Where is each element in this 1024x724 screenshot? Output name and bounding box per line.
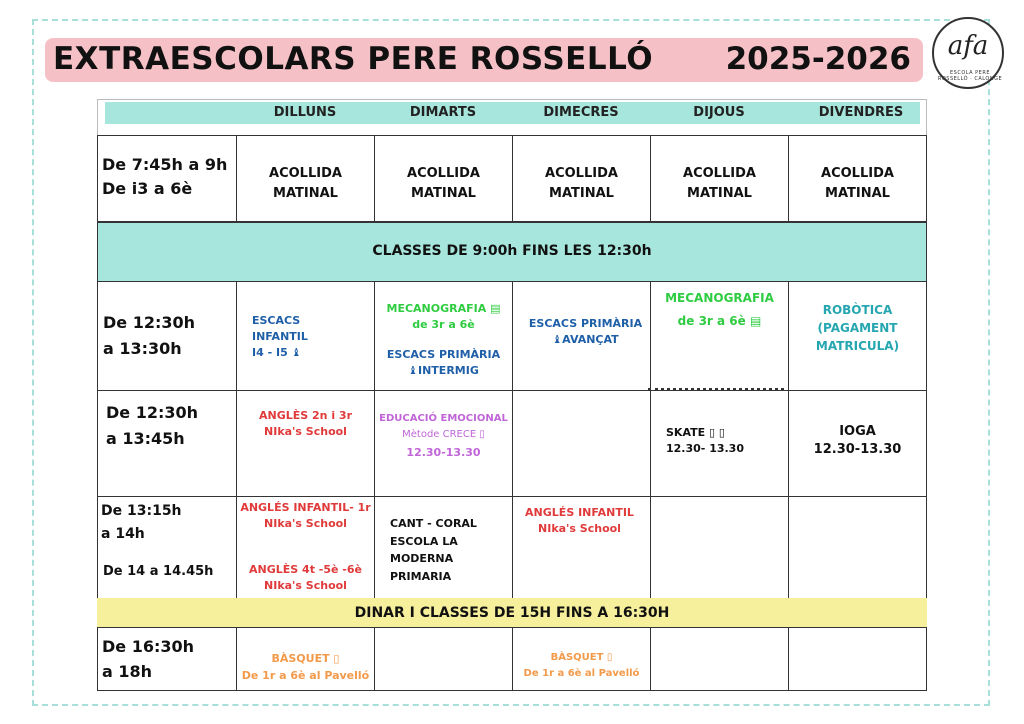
- time-row1-line2: De i3 a 6è: [102, 179, 193, 198]
- time-row3-line1: De 12:30h: [106, 403, 199, 422]
- activity-basquet-dimecres: BÀSQUET ▯ De 1r a 6è al Pavelló: [523, 652, 640, 679]
- activity-angles-2n-3r: ANGLÈS 2n i 3r NIka's School: [258, 409, 353, 438]
- activity-escacs-infantil: ESCACS INFANTIL I4 - I5 ♝: [252, 314, 308, 359]
- activity-robotica: ROBÒTICA (PAGAMENT MATRICULA): [815, 303, 900, 353]
- activity-ioga: IOGA 12.30-13.30: [813, 424, 902, 457]
- time-row1-line1: De 7:45h a 9h: [102, 155, 228, 174]
- activity-escacs-primaria-avancat: ESCACS PRIMÀRIA ♝AVANÇAT: [528, 317, 643, 346]
- title-banner: [45, 38, 923, 82]
- logo-mark: afa: [947, 31, 989, 61]
- cell-row3-dimecres: [512, 390, 651, 497]
- time-row4-line2: a 14h: [101, 526, 145, 542]
- day-header-dimarts: DIMARTS: [409, 105, 477, 120]
- day-header-dijous: DIJOUS: [693, 105, 745, 120]
- logo-subtitle: ESCOLA PERE ROSSELLÓ · CALONGE: [937, 70, 1003, 82]
- time-row5-line2: a 18h: [102, 662, 153, 681]
- activity-mecanografia-dijous: MECANOGRAFIA de 3r a 6è ▤: [665, 291, 774, 328]
- activity-acollida-dimarts: ACOLLIDA MATINAL: [407, 166, 480, 201]
- activity-acollida-dilluns: ACOLLIDA MATINAL: [269, 166, 342, 201]
- page-title: EXTRAESCOLARS PERE ROSSELLÓ: [53, 41, 654, 77]
- time-row4-line3: De 14 a 14.45h: [103, 564, 214, 579]
- activity-skate: SKATE ▯ ▯ 12.30- 13.30: [666, 426, 744, 455]
- cell-row3-dimarts: [374, 390, 513, 497]
- activity-basquet-dilluns: BÀSQUET ▯ De 1r a 6è al Pavelló: [241, 652, 370, 682]
- time-row2-line2: a 13:30h: [103, 339, 182, 358]
- school-year: 2025-2026: [725, 41, 911, 77]
- time-row5-line1: De 16:30h: [102, 637, 195, 656]
- afa-logo: [932, 17, 1004, 89]
- activity-angles-infantil-dimecres: ANGLÉS INFANTIL NIka's School: [525, 506, 634, 535]
- activity-educacio-emocional-time: 12.30-13.30: [406, 446, 481, 459]
- cell-row4-dijous: [650, 496, 789, 599]
- cell-row5-divendres: [788, 627, 927, 691]
- activity-cant-coral: CANT - CORAL ESCOLA LA MODERNA PRIMARIA: [390, 517, 477, 583]
- time-row2-line1: De 12:30h: [103, 313, 196, 332]
- time-row3-line2: a 13:45h: [106, 429, 185, 448]
- cell-row4-divendres: [788, 496, 927, 599]
- band-afternoon-label: DINAR I CLASSES DE 15H FINS A 16:30H: [354, 605, 670, 621]
- band-morning-label: CLASSES DE 9:00h FINS LES 12:30h: [372, 243, 652, 259]
- cell-row5-dimarts: [374, 627, 513, 691]
- activity-angles-4t-5e-6e: ANGLÈS 4t -5è -6è NIka's School: [249, 563, 362, 592]
- activity-mecanografia-dimarts: MECANOGRAFIA ▤ de 3r a 6è: [386, 302, 501, 331]
- activity-escacs-primaria-intermig: ESCACS PRIMÀRIA ♝INTERMIG: [386, 348, 501, 377]
- activity-acollida-divendres: ACOLLIDA MATINAL: [821, 166, 894, 201]
- day-header-dimecres: DIMECRES: [543, 105, 619, 120]
- day-header-divendres: DIVENDRES: [818, 105, 904, 120]
- activity-acollida-dijous: ACOLLIDA MATINAL: [683, 166, 756, 201]
- activity-angles-infantil-1r: ANGLÉS INFANTIL- 1r NIka's School: [240, 501, 371, 530]
- cell-row5-dijous: [650, 627, 789, 691]
- day-header-dilluns: DILLUNS: [273, 105, 337, 120]
- activity-acollida-dimecres: ACOLLIDA MATINAL: [545, 166, 618, 201]
- cell-row3-dilluns: [236, 390, 375, 497]
- time-row4-line1: De 13:15h: [101, 503, 182, 519]
- activity-educacio-emocional: EDUCACIÓ EMOCIONAL Mètode CRECE ▯: [379, 413, 508, 440]
